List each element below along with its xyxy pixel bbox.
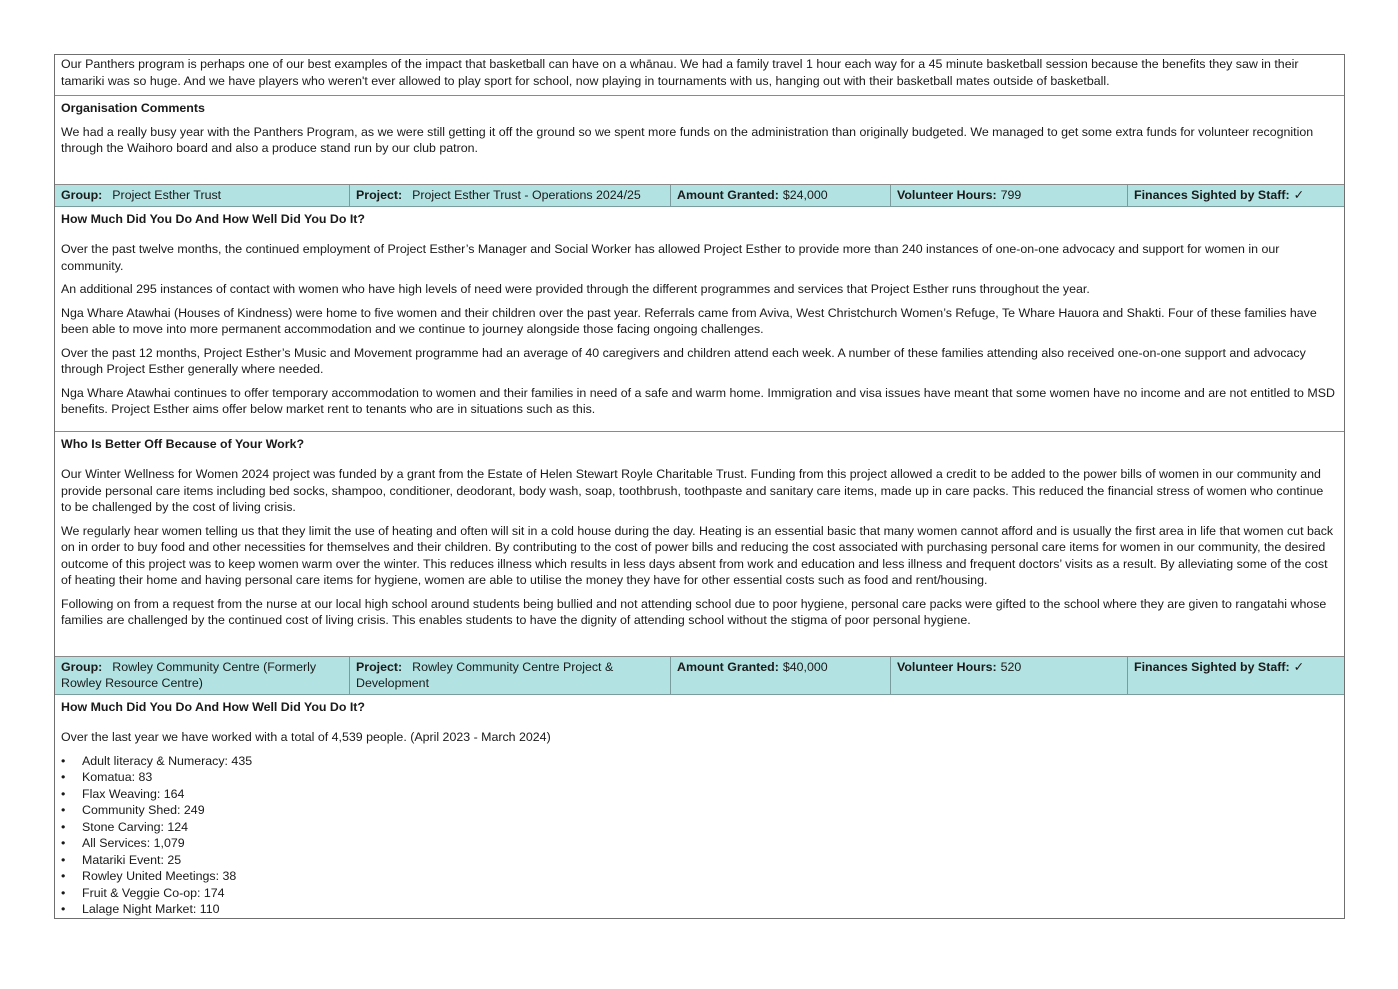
list-item: • Adult literacy & Numeracy: 435 xyxy=(61,753,1336,770)
check-icon: ✓ xyxy=(1293,188,1304,202)
esther-how-p1: Over the past twelve months, the continued employment of Project Esther’s Manager and Social Worker has allowed Project Esther to provide more than 240 instances of one-on-one advocacy and support for women in our community. xyxy=(61,242,1280,273)
esther-who-p3: Following on from a request from the nurse at our local high school around students being bullied and not attending school due to poor hygiene, personal care packs were gifted to the school where they are given to rangatahi whose families are challenged by the continued cost of living crisis. This enables students to have the dignity of attending school without the stigma of poor personal hygiene. xyxy=(61,596,1327,627)
esther-how-p4: Over the past 12 months, Project Esther’s Music and Movement programme had an average of 40 caregivers and children attend each week. A number of these families attending also received one-on-one support and advocacy through Project Esther generally where needed. xyxy=(61,345,1306,376)
intro-paragraph: Our Panthers program is perhaps one of our best examples of the impact that basketball can have on a whānau. We had a family travel 1 hour each way for a 45 minute basketball session because the benefits they saw in their tamariki was so huge. And we have players who weren't ever allowed to play sport for school, now playing in tournaments with us, hanging out with their basketball mates outside of basketball. xyxy=(61,57,1299,88)
list-item: • Stone Carving: 124 xyxy=(61,819,1336,836)
list-item: • Matariki Event: 25 xyxy=(61,852,1336,869)
list-item: • Rowley United Meetings: 38 xyxy=(61,868,1336,885)
org-comments-text: We had a really busy year with the Panthers Program, as we were still getting it off the ground so we spent more funds on the administration than originally budgeted. We managed to get some extra funds for volunteer recognition through the Waihoro board and also a produce stand run by our club patron. xyxy=(61,124,1314,155)
intro-cell xyxy=(55,55,1344,96)
rowley-how-cell xyxy=(55,695,1344,918)
esther-who-p2: We regularly hear women telling us that they limit the use of heating and often will sit in a cold house during the day. Heating is an essential basic that many women cannot afford and is usually the first area in life that women cut back on in order to buy food and other necessities for themselves and their children. By contributing to the cost of power bills and reducing the cost associated with purchasing personal care items for women in our community, the desired outcome of this project was to keep women warm over the winter. This reduces illness which results in less days absent from work and education and less illness and frequent doctors’ visits as a result. By alleviating some of the cost of heating their home and having personal care items for hygiene, women are able to utilise the money they have for other essential costs such as food and rent/housing. xyxy=(61,523,1334,587)
esther-how-p5: Nga Whare Atawhai continues to offer temporary accommodation to women and their families in need of a safe and warm home. Immigration and visa issues have meant that some women have no income and are not entitled to MSD benefits. Project Esther aims offer below market rent to tenants who are in situations such as this. xyxy=(61,385,1335,416)
esther-how-heading: How Much Did You Do And How Well Did You Do It? xyxy=(61,211,366,226)
esther-header-row xyxy=(55,185,1344,207)
rowley-project: Project: Rowley Community Centre Project & Development xyxy=(350,657,671,694)
rowley-amount: Amount Granted: $40,000 xyxy=(671,657,891,694)
rowley-services-list xyxy=(61,753,1336,918)
rowley-finances: Finances Sighted by Staff: ✓ xyxy=(1134,659,1304,674)
check-icon: ✓ xyxy=(1293,659,1304,674)
esther-who-cell xyxy=(55,432,1344,657)
list-item: • Community Shed: 249 xyxy=(61,802,1336,819)
esther-group: Group: Project Esther Trust xyxy=(55,185,350,206)
list-item: • All Services: 1,079 xyxy=(61,835,1336,852)
list-item: • Flax Weaving: 164 xyxy=(61,786,1336,803)
esther-hours: Volunteer Hours: 799 xyxy=(891,185,1128,206)
list-item: • Komatua: 83 xyxy=(61,769,1336,786)
esther-finances: Finances Sighted by Staff: ✓ xyxy=(1134,188,1304,202)
rowley-intro: Over the last year we have worked with a total of 4,539 people. (April 2023 - March 2024) xyxy=(61,730,551,744)
esther-how-p3: Nga Whare Atawhai (Houses of Kindness) were home to five women and their children over the past year. Referrals came from Aviva, West Christchurch Women’s Refuge, Te Whare Hauora and Shakti. Four of these families have been able to move into more permanent accommodation and we continue to journey alongside those facing ongoing challenges. xyxy=(61,305,1317,336)
org-comments-heading: Organisation Comments xyxy=(61,101,205,115)
org-comments-cell xyxy=(55,96,1344,185)
list-item: • Lalage Night Market: 110 xyxy=(61,901,1336,918)
esther-project: Project: Project Esther Trust - Operations 2024/25 xyxy=(350,185,671,206)
list-item: • Fruit & Veggie Co-op: 174 xyxy=(61,885,1336,902)
report-table xyxy=(54,54,1345,919)
rowley-group: Group: Rowley Community Centre (Formerly Rowley Resource Centre) xyxy=(55,657,350,694)
rowley-hours: Volunteer Hours: 520 xyxy=(891,657,1128,694)
esther-how-p2: An additional 295 instances of contact with women who have high levels of need were provided through the different programmes and services that Project Esther runs throughout the year. xyxy=(61,282,1090,296)
esther-amount: Amount Granted: $24,000 xyxy=(671,185,891,206)
rowley-header-row xyxy=(55,657,1344,695)
rowley-how-heading: How Much Did You Do And How Well Did You Do It? xyxy=(61,699,366,714)
esther-who-p1: Our Winter Wellness for Women 2024 project was funded by a grant from the Estate of Helen Stewart Royle Charitable Trust. Funding from this project allowed a credit to be added to the power bills of women in our community and provide personal care items including bed socks, shampoo, conditioner, deodorant, body wash, soap, toothbrush, toothpaste and sanitary care items, made up in care packs. This reduced the financial stress of women who continue to be challenged by the cost of living crisis. xyxy=(61,467,1324,514)
esther-how-cell xyxy=(55,207,1344,432)
esther-who-heading: Who Is Better Off Because of Your Work? xyxy=(61,436,305,451)
